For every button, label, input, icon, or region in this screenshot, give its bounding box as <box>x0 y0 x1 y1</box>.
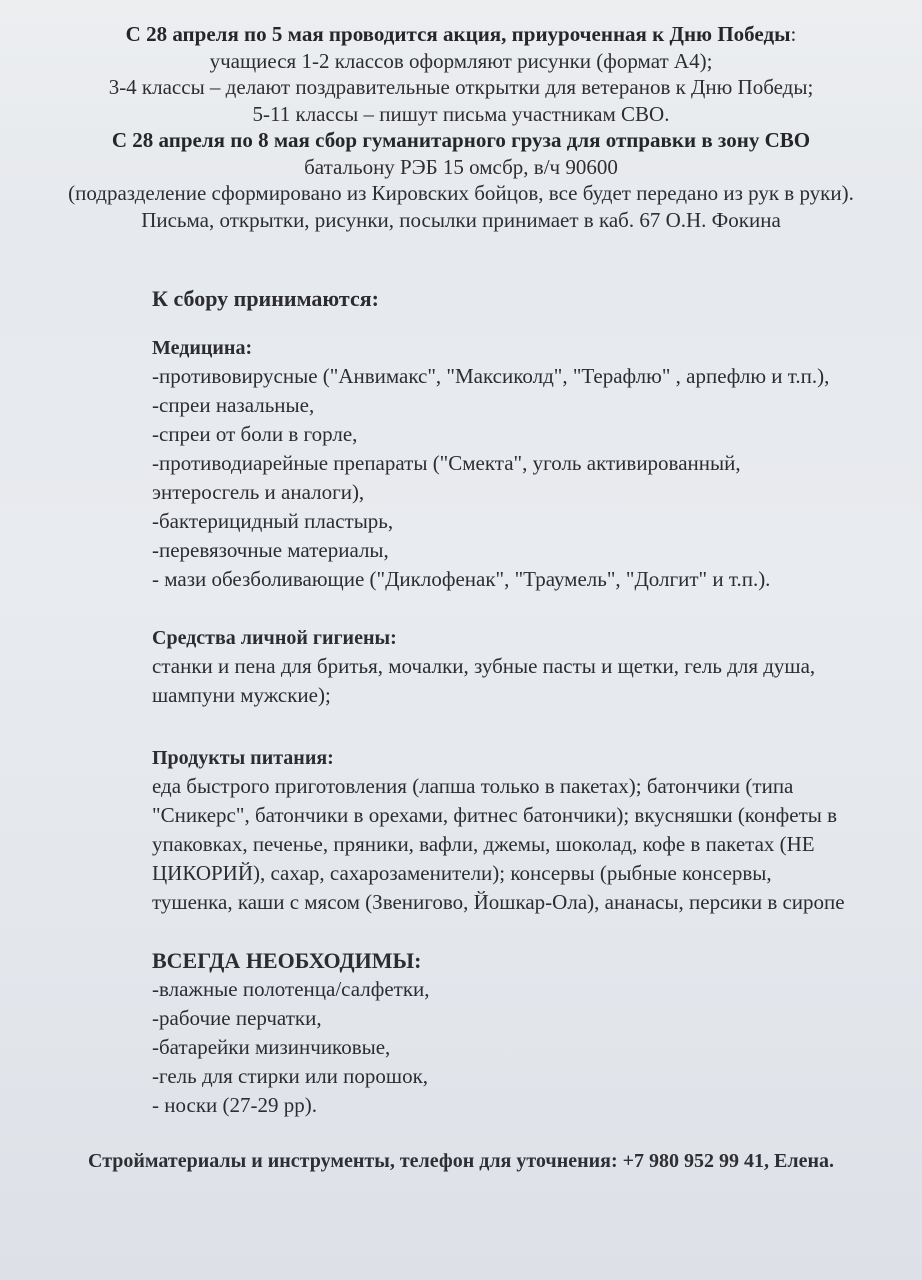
intro-line-2: учащиеся 1-2 классов оформляют рисунки (формат А4); <box>209 48 713 73</box>
list-item: -рабочие перчатки, <box>152 1006 322 1030</box>
food-line: "Сникерс", батончики в орехами, фитнес батончики); вкусняшки (конфеты в <box>152 803 838 827</box>
food-title: Продукты питания: <box>152 747 334 769</box>
hygiene-section <box>152 624 912 710</box>
intro-block <box>0 21 922 233</box>
always-needed-section <box>152 947 912 1120</box>
food-line: тушенка, каши с мясом (Звенигово, Йошкар-Ола), ананасы, персики в сиропе <box>152 890 845 914</box>
intro-line-1 <box>0 21 922 48</box>
list-item: -батарейки мизинчиковые, <box>152 1035 391 1059</box>
intro-line-3: 3-4 классы – делают поздравительные открытки для ветеранов к Дню Победы; <box>108 75 814 99</box>
contact-footer: Стройматериалы и инструменты, телефон для уточнения: +7 980 952 99 41, Елена. <box>88 1150 834 1172</box>
collection-heading: К сбору принимаются: <box>152 286 380 311</box>
list-item: -бактерицидный пластырь, <box>152 509 394 533</box>
intro-line-4: 5-11 классы – пишут письма участникам СВО. <box>252 101 670 126</box>
food-line: упаковках, печенье, пряники, вафли, джемы, шоколад, кофе в пакетах (НЕ <box>152 832 815 856</box>
list-item: -спреи назальные, <box>152 393 315 417</box>
list-item: -противовирусные ("Анвимакс", "Максиколд", "Терафлю" , арпефлю и т.п.), <box>152 364 830 388</box>
food-line: еда быстрого приготовления (лапша только в пакетах); батончики (типа <box>152 774 794 798</box>
intro-line-1-colon: : <box>790 22 797 46</box>
list-item: -влажные полотенца/салфетки, <box>152 977 430 1001</box>
campaign-dates-heading: С 28 апреля по 5 мая проводится акция, приуроченная к Дню Победы <box>125 22 791 46</box>
collection-list <box>152 282 912 1120</box>
food-line: ЦИКОРИЙ), сахар, сахарозаменители); консервы (рыбные консервы, <box>152 861 772 885</box>
intro-line-7: (подразделение сформировано из Кировских бойцов, все будет передано из рук в руки). <box>68 181 854 205</box>
food-section <box>152 744 912 917</box>
medicine-title: Медицина: <box>152 337 253 359</box>
hygiene-line: станки и пена для бритья, мочалки, зубные пасты и щетки, гель для душа, <box>152 654 816 678</box>
intro-line-6: батальону РЭБ 15 омсбр, в/ч 90600 <box>304 154 618 179</box>
collection-dates-heading: С 28 апреля по 8 мая сбор гуманитарного груза для отправки в зону СВО <box>111 128 811 152</box>
list-item: -противодиарейные препараты ("Смекта", уголь активированный, <box>152 451 741 475</box>
medicine-section <box>152 334 912 594</box>
intro-line-8: Письма, открытки, рисунки, посылки принимает в каб. 67 О.Н. Фокина <box>141 207 781 232</box>
hygiene-line: шампуни мужские); <box>152 683 331 707</box>
list-item: - мази обезболивающие ("Диклофенак", "Траумель", "Долгит" и т.п.). <box>152 567 771 591</box>
list-item: -перевязочные материалы, <box>152 538 389 562</box>
list-item: -гель для стирки или порошок, <box>152 1064 429 1088</box>
list-item: энтеросгель и аналоги), <box>152 480 365 504</box>
list-item: -спреи от боли в горле, <box>152 422 358 446</box>
always-needed-title: ВСЕГДА НЕОБХОДИМЫ: <box>152 948 422 973</box>
list-item: - носки (27-29 рр). <box>152 1093 317 1117</box>
hygiene-title: Средства личной гигиены: <box>152 627 397 649</box>
